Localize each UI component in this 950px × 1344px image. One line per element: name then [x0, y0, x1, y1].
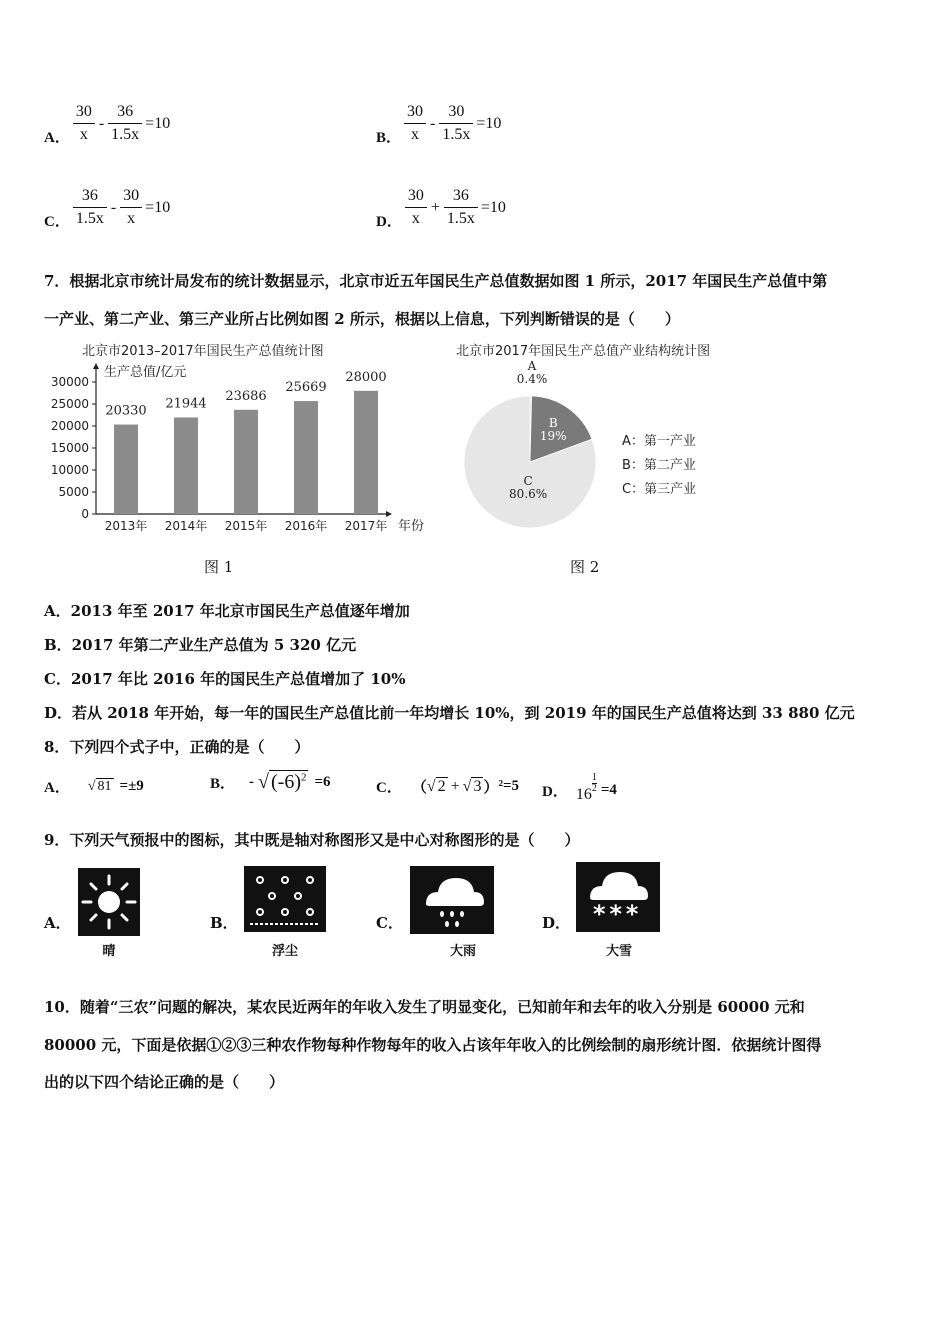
- equation-rhs: =6: [314, 773, 331, 790]
- equation-rhs: =±9: [119, 778, 144, 794]
- q9-label-b: 浮尘: [271, 944, 298, 959]
- pie-slice-percent: 0.4%: [516, 372, 548, 386]
- bar-chart: [40, 338, 440, 538]
- sign: -: [249, 773, 255, 790]
- radicand: 3: [473, 778, 482, 795]
- pie-slice-key: A: [527, 359, 537, 373]
- bar-value-label: 25669: [285, 380, 327, 396]
- exponent-fraction: [592, 773, 597, 794]
- pie-slice-key: B: [548, 416, 558, 431]
- bar-chart-xticks: [105, 518, 388, 533]
- left-paren: （: [411, 780, 427, 796]
- bar: [234, 410, 258, 514]
- operator: +: [450, 777, 460, 795]
- q6-option-a: [44, 100, 170, 147]
- y-axis-arrow: [93, 363, 99, 369]
- operator: -: [430, 114, 436, 132]
- x-tick-label: 2014年: [164, 519, 208, 533]
- radicand: [269, 770, 308, 794]
- equation-rhs: =10: [476, 114, 502, 132]
- equation-rhs: =10: [145, 198, 171, 216]
- q8-option-d: [542, 771, 617, 804]
- x-axis-arrow: [386, 511, 392, 517]
- equation-rhs: =10: [480, 198, 506, 216]
- fig2-caption: 图 2: [570, 558, 600, 576]
- pie-slice-key: C: [523, 474, 533, 489]
- pie-legend-item: A：第一产业: [622, 434, 696, 449]
- q9-label-d: 大雪: [605, 944, 632, 959]
- q9-label-c: 大雨: [449, 944, 476, 959]
- y-tick-label: 15000: [50, 441, 89, 455]
- fraction: [120, 185, 142, 230]
- q8-option-b: [210, 770, 331, 794]
- exponent-numerator: 1: [591, 771, 597, 783]
- y-tick-label: 25000: [50, 397, 89, 411]
- sunny-icon: [78, 868, 140, 936]
- fraction: [73, 101, 95, 146]
- q7-option-d: D．若从 2018 年开始，每一年的国民生产总值比前一年均增长 10%，到 2019 年的国民生产总值将达到 33 880 亿元: [44, 704, 855, 722]
- bar: [114, 425, 138, 514]
- numerator: 30: [404, 101, 426, 124]
- x-tick-label: 2013年: [104, 519, 148, 533]
- denominator: x: [411, 126, 420, 143]
- fraction: [108, 101, 142, 146]
- bar-chart-xlabel: 年份: [398, 519, 425, 534]
- denominator: 1.5x: [442, 126, 471, 143]
- bar: [174, 417, 198, 514]
- y-tick-label: 20000: [50, 419, 89, 433]
- q9-letter-b: B．: [210, 914, 238, 932]
- heavy-snow-icon: [576, 862, 660, 932]
- option-letter: B．: [376, 130, 402, 146]
- q9-label-a: 晴: [102, 944, 116, 959]
- radicand: 81: [97, 779, 112, 794]
- bar-chart-title: 北京市2013–2017年国民生产总值统计图: [82, 344, 324, 359]
- q7-option-a: A．2013 年至 2017 年北京市国民生产总值逐年增加: [44, 602, 410, 620]
- denominator: 1.5x: [446, 210, 475, 227]
- radicand-text: (-6): [271, 771, 301, 793]
- bar-chart-ylabel: 生产总值/亿元: [104, 365, 187, 380]
- equation-rhs: ²=5: [498, 778, 520, 794]
- pie-chart-legend: [622, 433, 696, 497]
- bar-value-label: 23686: [225, 388, 267, 404]
- y-tick-label: 5000: [58, 485, 89, 499]
- q6-option-b: [376, 100, 501, 147]
- option-letter: C．: [44, 214, 70, 230]
- pie-slice-percent: 80.6%: [509, 487, 548, 502]
- heavy-rain-icon: [410, 866, 494, 934]
- denominator: x: [79, 126, 88, 143]
- exponent-denominator: 2: [591, 782, 597, 794]
- pie-chart-slices: [464, 396, 596, 528]
- q7-stem-line1: 7．根据北京市统计局发布的统计数据显示，北京市近五年国民生产总值数据如图 1 所示，2017 年国民生产总值中第: [44, 272, 828, 290]
- q7-option-b: B．2017 年第二产业生产总值为 5 320 亿元: [44, 636, 357, 654]
- q7-stem-line2: 一产业、第二产业、第三产业所占比例如图 2 所示，根据以上信息，下列判断错误的是（ ）: [44, 310, 680, 328]
- fig1-caption: 图 1: [204, 558, 234, 576]
- operator: -: [98, 114, 105, 132]
- q8-option-c: [376, 776, 519, 797]
- numerator: 30: [405, 185, 427, 208]
- x-tick-label: 2016年: [284, 519, 328, 533]
- radicand: 2: [437, 778, 446, 795]
- option-letter: B．: [210, 775, 236, 792]
- bar: [294, 401, 318, 514]
- base: 16: [575, 786, 592, 803]
- sqrt: √ 2: [426, 778, 446, 795]
- fraction: [73, 185, 107, 230]
- sqrt: √ 3: [462, 778, 482, 795]
- q10-stem-line2: 80000 元，下面是依据①②③三种农作物每种作物每年的收入占该年年收入的比例绘制的扇形统计图．依据统计图得: [44, 1036, 822, 1054]
- q10-stem-line1: 10．随着“三农”问题的解决，某农民近两年的年收入发生了明显变化，已知前年和去年的收入分别是 60000 元和: [44, 998, 805, 1016]
- bar-value-label: 28000: [345, 369, 387, 385]
- q9-letter-c: C．: [376, 914, 403, 932]
- bar-value-label: 21944: [165, 396, 207, 412]
- q6-option-c: [44, 184, 170, 231]
- dust-icon: [244, 866, 326, 932]
- x-tick-label: 2015年: [224, 519, 268, 533]
- denominator: x: [127, 210, 136, 227]
- q7-option-c: C．2017 年比 2016 年的国民生产总值增加了 10%: [44, 670, 406, 688]
- bar-chart-yticks: [51, 375, 96, 521]
- q8-option-a: [44, 776, 144, 797]
- numerator: 36: [73, 185, 107, 208]
- pie-legend-item: B：第二产业: [622, 458, 696, 473]
- y-tick-label: 30000: [50, 375, 89, 389]
- operator: +: [430, 198, 440, 216]
- numerator: 36: [108, 101, 142, 124]
- sqrt: √ 81: [87, 779, 112, 794]
- y-tick-label: 0: [81, 507, 89, 521]
- option-letter: C．: [376, 780, 402, 796]
- sqrt: √ $(-6)^2$: [258, 771, 307, 793]
- option-letter: A．: [44, 780, 70, 796]
- exponent: 2: [300, 771, 307, 784]
- bar-value-label: 20330: [105, 403, 147, 419]
- numerator: 30: [439, 101, 473, 124]
- q9-letter-a: A．: [44, 914, 71, 932]
- q6-option-d: [376, 184, 506, 231]
- q8-stem: 8．下列四个式子中，正确的是（ ）: [44, 738, 310, 756]
- pie-chart: [450, 338, 770, 538]
- option-letter: A．: [44, 130, 70, 146]
- pie-chart-title: 北京市2017年国民生产总值产业结构统计图: [456, 344, 711, 359]
- q10-stem-line3: 出的以下四个结论正确的是（ ）: [44, 1073, 285, 1091]
- q9-stem: 9．下列天气预报中的图标，其中既是轴对称图形又是中心对称图形的是（ ）: [44, 831, 580, 849]
- option-letter: D．: [542, 783, 568, 800]
- denominator: 1.5x: [75, 210, 104, 227]
- fraction: [405, 185, 427, 230]
- fraction: [404, 101, 426, 146]
- equation-rhs: =10: [145, 114, 171, 132]
- operator: -: [110, 198, 117, 216]
- numerator: 30: [73, 101, 95, 124]
- option-letter: D．: [376, 214, 402, 230]
- denominator: x: [411, 210, 420, 227]
- snowflake-icon: ***: [592, 900, 642, 928]
- denominator: 1.5x: [111, 126, 140, 143]
- numerator: 30: [120, 185, 142, 208]
- pie-legend-item: C：第三产业: [622, 482, 697, 497]
- equation-rhs: =4: [600, 781, 617, 798]
- fraction: [444, 185, 478, 230]
- y-tick-label: 10000: [50, 463, 89, 477]
- fraction: [439, 101, 473, 146]
- q9-letter-d: D．: [542, 914, 571, 932]
- numerator: 36: [444, 185, 478, 208]
- right-paren: ）: [483, 780, 499, 796]
- x-tick-label: 2017年: [344, 519, 388, 533]
- pie-slice-percent: 19%: [539, 429, 567, 444]
- bar: [354, 391, 378, 514]
